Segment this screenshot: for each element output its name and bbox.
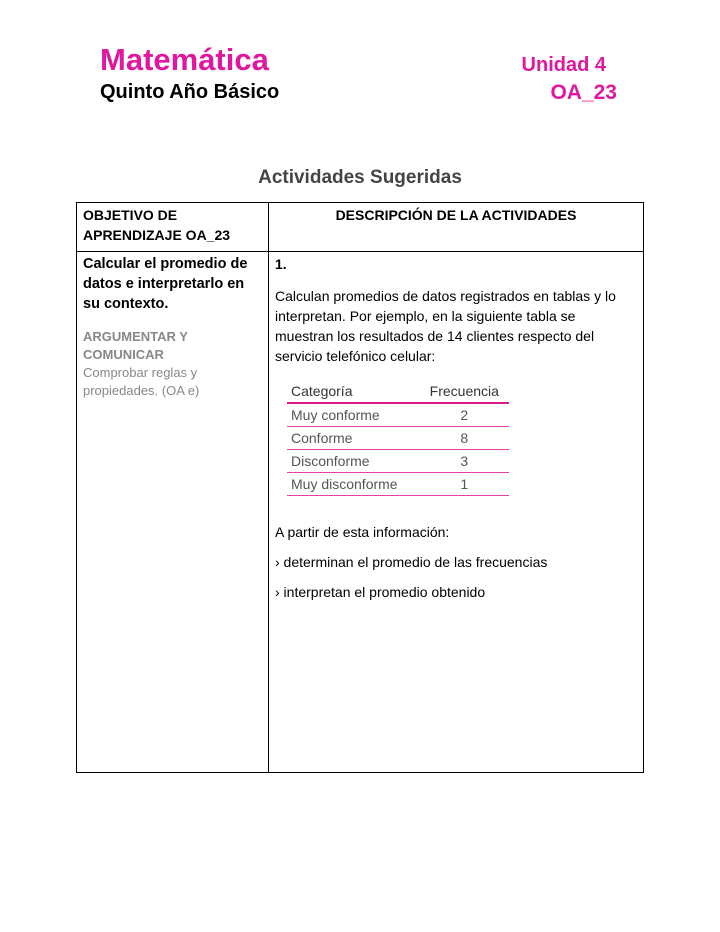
frequency-cell: 2: [420, 403, 509, 427]
activities-table: [76, 202, 644, 773]
frequency-cell: 8: [420, 427, 509, 450]
category-cell: Conforme: [287, 427, 420, 450]
activity-number: 1.: [275, 256, 287, 272]
objective-text: Calcular el promedio de datos e interpretarlo en su contexto.: [83, 256, 248, 312]
col-description-header: DESCRIPCIÓN DE LA ACTIVIDADES: [269, 203, 644, 252]
frequency-cell: 3: [420, 450, 509, 473]
oa-label: OA_23: [550, 81, 617, 104]
freq-header-category: Categoría: [287, 380, 420, 403]
skill-title: ARGUMENTAR Y COMUNICAR: [83, 329, 188, 362]
skill-text: Comprobar reglas y propiedades. (OA e): [83, 365, 200, 398]
description-cell: [269, 252, 644, 773]
bullet-item: › determinan el promedio de las frecuencias: [275, 554, 548, 570]
after-text: A partir de esta información:: [275, 524, 450, 540]
category-cell: Muy conforme: [287, 403, 420, 427]
table-row: [287, 450, 509, 473]
frequency-cell: 1: [420, 473, 509, 496]
category-cell: Disconforme: [287, 450, 420, 473]
table-row: [287, 473, 509, 496]
section-heading: Actividades Sugeridas: [258, 167, 462, 188]
unit-label: Unidad 4: [521, 54, 606, 76]
category-cell: Muy disconforme: [287, 473, 420, 496]
col-objective-header: OBJETIVO DE APRENDIZAJE OA_23: [77, 203, 269, 252]
activity-intro: Calculan promedios de datos registrados en tablas y lo interpretan. Por ejemplo, en la siguiente tabla se muestran los resultados de 14 clientes respecto del servicio telefónico celular:: [275, 288, 616, 364]
bullet-item: › interpretan el promedio obtenido: [275, 584, 486, 600]
frequency-table: [287, 380, 509, 496]
table-row: [287, 403, 509, 427]
freq-header-frequency: Frecuencia: [420, 380, 509, 403]
grade-subtitle: Quinto Año Básico: [100, 81, 280, 103]
table-row: [287, 427, 509, 450]
objective-cell: [77, 252, 269, 773]
subject-title: Matemática: [100, 42, 269, 77]
